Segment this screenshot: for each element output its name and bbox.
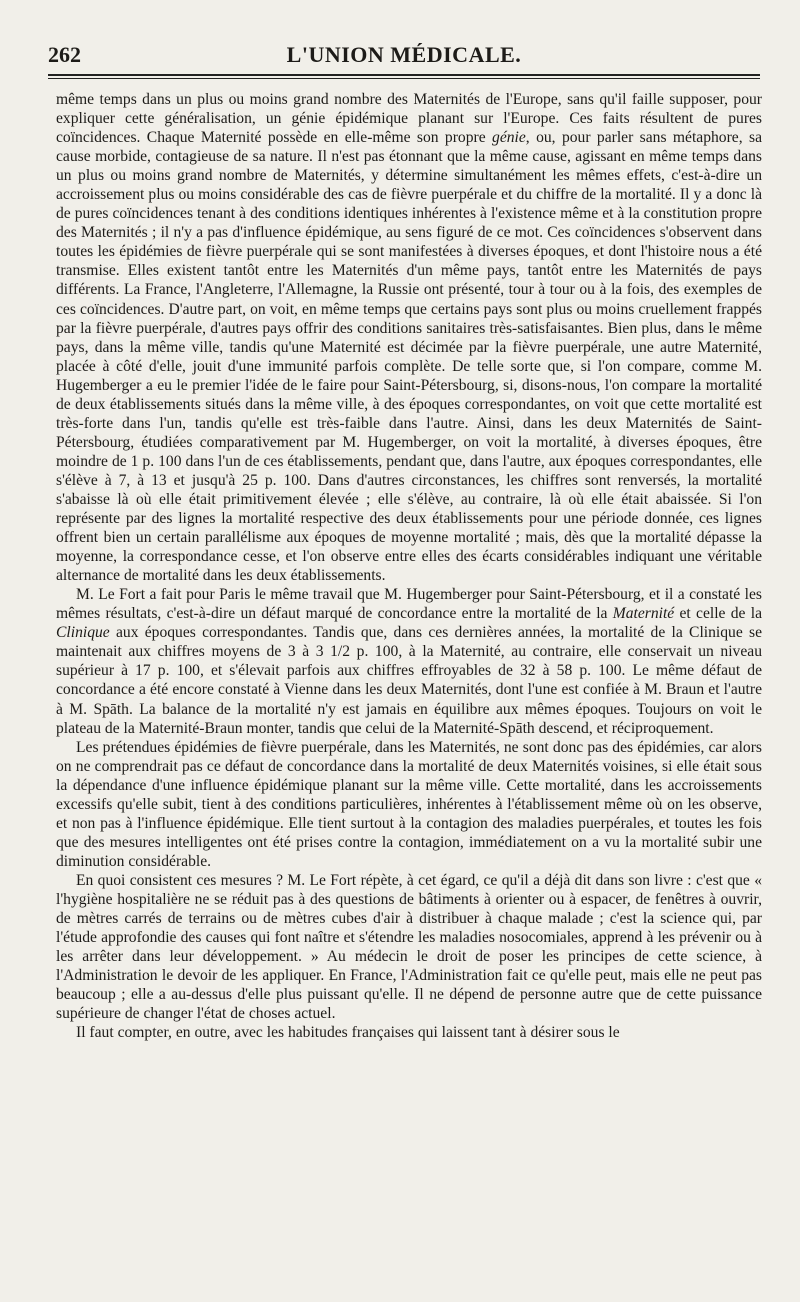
paragraph-4	[56, 871, 762, 1023]
page-number: 262	[48, 42, 81, 67]
text-segment-italic: Maternité	[612, 605, 675, 623]
header-rule	[48, 74, 760, 79]
text-segment: M. Le Fort a fait pour Paris le même travail que M. Hugemberger pour Saint-Pétersbourg, et il a constaté les mêmes résultats, c'est-à-dire un défaut marqué de concordance entre la mortalité de la	[56, 586, 762, 623]
page-header	[48, 38, 760, 72]
text-segment: Les prétendues épidémies de fièvre puerpérale, dans les Maternités, ne sont donc pas des épidémies, car alors on ne comprendrait pas ce défaut de concordance dans la mortalité de deux Maternités voisines, si elle était sous la dépendance d'une influence épidémique planant sur la même ville. Cette mortalité, dans les accroissements excessifs qu'elle subit, tient à des conditions particulières, inhérentes à l'établissement même où on les observe, et non pas à l'influence épidémique. Elle tient surtout à la contagion des maladies puerpérales, et toutes les fois que des mesures intelligentes ont été prises contre la contagion, immédiatement on a vu la mortalité subir une diminution considérable.	[56, 738, 762, 870]
running-title: L'UNION MÉDICALE.	[286, 42, 522, 67]
paragraph-5	[56, 1023, 762, 1042]
text-segment: En quoi consistent ces mesures ? M. Le Fort répète, à cet égard, ce qu'il a déjà dit dans son livre : c'est que « l'hygiène hospitalière ne se réduit pas à des questions de bâtiments à orienter ou à espacer, de fenêtres à ouvrir, de mètres carrés de terrains ou de mètres cubes d'air à distribuer à chaque malade ; c'est la science qui, par l'étude approfondie des causes qui font naître et s'étendre les maladies nosocomiales, apprend à les prévenir ou à les arrêter dans leur développement. » Au médecin le droit de poser les principes de cette science, à l'Administration le devoir de les appliquer. En France, l'Administration fait ce qu'elle peut, mais elle ne peut pas beaucoup ; elle a au-dessus d'elle plus puissant qu'elle. Il ne dépend de personne autre que de cette puissance supérieure de changer l'état de choses actuel.	[56, 871, 762, 1023]
paragraph-2	[56, 585, 762, 737]
text-segment: même temps dans un plus ou moins grand nombre des Maternités de l'Europe, sans qu'il faille supposer, pour expliquer cette généralisation, un génie épidémique planant sur l'Europe. Ces faits résultent de pures coïncidences. Chaque Maternité possède en elle-même son propre	[56, 91, 762, 147]
text-segment-italic: génie	[492, 129, 526, 147]
paragraph-3	[56, 738, 762, 871]
text-segment: aux époques correspondantes. Tandis que, dans ces dernières années, la mortalité de la Clinique se maintenait aux chiffres moyens de 3 à 3 1/2 p. 100, à la Maternité, au contraire, elle conservait un niveau supérieur à 17 p. 100, et s'élevait parfois aux chiffres effroyables de 32 à 58 p. 100. Le même défaut de concordance a été encore constaté à Vienne dans les deux Maternités, dont l'une est confiée à M. Braun et l'autre à M. Spāth. La balance de la mortalité n'y est jamais en équilibre aux mêmes époques. Toujours on voit le plateau de la Maternité-Braun monter, tandis que celui de la Maternité-Spāth descend, et réciproquement.	[56, 624, 762, 737]
text-segment: et celle de la	[674, 605, 762, 623]
paragraph-1	[56, 90, 762, 585]
body-text	[56, 90, 762, 1042]
text-segment: , ou, pour parler sans métaphore, sa cause morbide, contagieuse de sa nature. Il n'est pas étonnant que la même cause, agissant en même temps dans un plus ou moins grand nombre de Maternités, y détermine simultanément les mêmes effets, c'est-à-dire un accroissement plus ou moins considérable des cas de fièvre puerpérale et du chiffre de la mortalité. Il y a donc là de pures coïncidences tenant à des conditions identiques inhérentes à l'existence même et à la constitution propre des Maternités ; il n'y a pas d'influence épidémique, au sens figuré de ce mot. Ces coïncidences s'observent dans toutes les épidémies de fièvre puerpérale qui se sont manifestées à diverses époques, et dont l'histoire nous a été transmise. Elles existent tantôt entre les Maternités d'un même pays, tantôt entre les Maternités de pays différents. La France, l'Angleterre, l'Allemagne, la Russie ont présenté, tour à tour ou à la fois, des exemples de ces coïncidences. D'autre part, on voit, en même temps que certains pays sont plus ou moins cruellement frappés par la fièvre puerpérale, d'autres pays offrir des conditions sanitaires très-satisfaisantes. Bien plus, dans le même pays, dans la même ville, tandis qu'une Maternité est décimée par la fièvre puerpérale, une autre Maternité, placée à côté d'elle, jouit d'une immunité parfois complète. De telle sorte que, si l'on compare, comme M. Hugemberger a eu le premier l'idée de le faire pour Saint-Pétersbourg, si, disons-nous, l'on compare la mortalité de deux établissements situés dans la même ville, à des époques correspondantes, on voit que cette mortalité est très-forte dans l'un, tandis qu'elle est très-faible dans l'autre. Ainsi, dans les deux Maternités de Saint-Pétersbourg, étudiées comparativement par M. Hugemberger, on voit la mortalité, à diverses époques, être moindre de 1 p. 100 dans l'un de ces établissements, pendant que, dans l'autre, aux époques correspondantes, elle s'élève à 7, à 13 et jusqu'à 25 p. 100. Dans d'autres circonstances, les chiffres sont renversés, la mortalité s'abaisse là où elle était primitivement élevée ; elle s'élève, au contraire, là où elle était abaissée. Si l'on représente par des lignes la mortalité respective des deux établissements pour une période donnée, ces lignes offrent bien un certain parallélisme aux époques de moyenne mortalité ; mais, dès que la mortalité dépasse la moyenne, la correspondance cesse, et l'on observe entre elles des écarts considérables indiquant une véritable alternance de mortalité dans les deux établissements.	[56, 129, 762, 585]
text-segment-italic: Clinique	[56, 624, 110, 642]
text-segment: Il faut compter, en outre, avec les habitudes françaises qui laissent tant à désirer sous le	[76, 1024, 620, 1042]
